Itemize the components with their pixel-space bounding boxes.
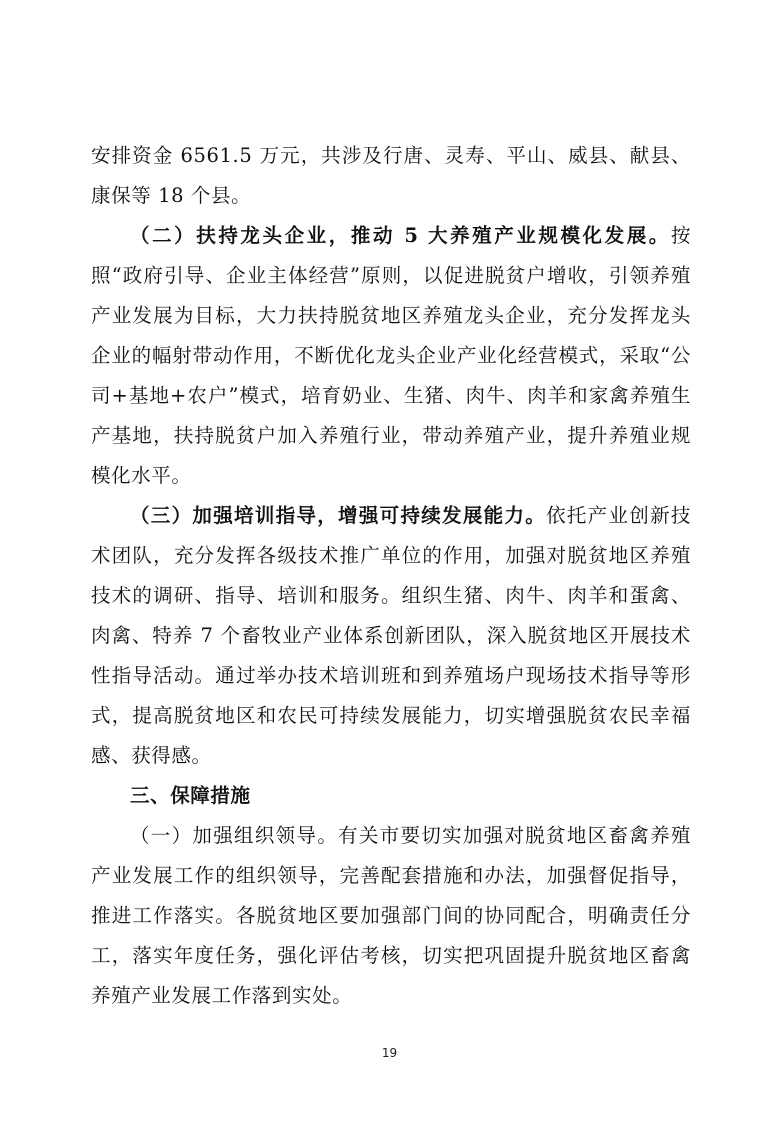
paragraph-funding bbox=[91, 136, 691, 216]
paragraph-training bbox=[91, 496, 691, 776]
paragraph-organization-lead: （一）加强组织领导。 bbox=[130, 824, 339, 847]
paragraph-training-body: 依托产业创新技术团队，充分发挥各级技术推广单位的作用，加强对脱贫地区养殖技术的调研、指导、培训和服务。组织生猪、肉牛、肉羊和蛋禽、肉禽、特养 7 个畜牧业产业体系创新团队，深入脱贫地区开展技术性指导活动。通过举办技术培训班和到养殖场户现场技术指导等形式，提高脱贫地区和农民可持续发展能力，切实增强脱贫农民幸福感、获得感。 bbox=[91, 504, 691, 767]
document-body bbox=[91, 136, 691, 1016]
paragraph-leading-enterprises bbox=[91, 216, 691, 496]
section-heading-safeguards: 三、保障措施 bbox=[130, 784, 251, 807]
paragraph-leading-enterprises-body: 按照“政府引导、企业主体经营”原则，以促进脱贫户增收，引领养殖产业发展为目标，大力扶持脱贫地区养殖龙头企业，充分发挥龙头企业的幅射带动作用，不断优化龙头企业产业化经营模式，采取“公司+基地+农户”模式，培育奶业、生猪、肉牛、肉羊和家禽养殖生产基地，扶持脱贫户加入养殖行业，带动养殖产业，提升养殖业规模化水平。 bbox=[91, 224, 691, 487]
page-number: 19 bbox=[381, 1046, 398, 1060]
paragraph-organization-body: 有关市要切实加强对脱贫地区畜禽养殖产业发展工作的组织领导，完善配套措施和办法，加强督促指导，推进工作落实。各脱贫地区要加强部门间的协同配合，明确责任分工，落实年度任务，强化评估考核，切实把巩固提升脱贫地区畜禽养殖产业发展工作落到实处。 bbox=[91, 824, 691, 1007]
paragraph-training-lead: （三）加强培训指导，增强可持续发展能力。 bbox=[130, 504, 547, 527]
paragraph-organization bbox=[91, 816, 691, 1016]
paragraph-funding-text: 安排资金 6561.5 万元，共涉及行唐、灵寿、平山、威县、献县、康保等 18 个县。 bbox=[91, 144, 691, 207]
paragraph-leading-enterprises-lead: （二）扶持龙头企业，推动 5 大养殖产业规模化发展。 bbox=[130, 224, 671, 247]
